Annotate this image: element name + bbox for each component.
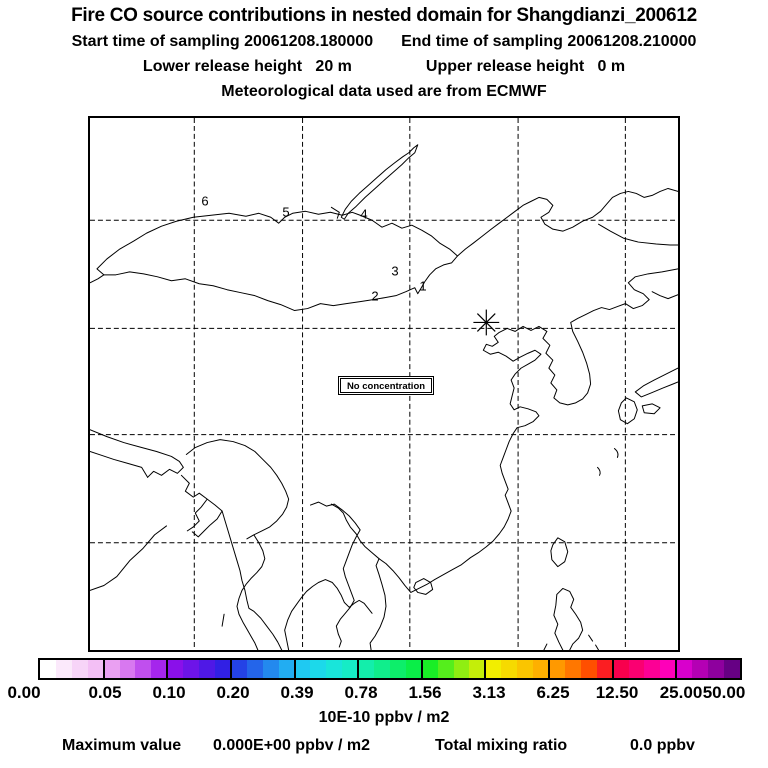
colorbar-tick-label: 0.10 — [152, 683, 186, 702]
colorbar-cell — [56, 660, 72, 678]
summary-line — [0, 737, 768, 759]
colorbar-separator — [230, 660, 232, 678]
colorbar-tick-label: 1.56 — [408, 683, 442, 702]
colorbar-cell — [40, 660, 56, 678]
max-value-label: Maximum value — [62, 737, 182, 754]
met-data-source-line — [0, 83, 768, 101]
colorbar-cell — [183, 660, 199, 678]
colorbar-units-label: 10E-10 ppbv / m2 — [318, 709, 450, 726]
colorbar-cell — [135, 660, 151, 678]
colorbar-tick-label: 50.00 — [702, 683, 746, 702]
colorbar-cell — [469, 660, 485, 678]
colorbar-cell — [342, 660, 358, 678]
colorbar-tick-label: 0.78 — [344, 683, 378, 702]
colorbar-cell — [613, 660, 629, 678]
colorbar-cell — [517, 660, 533, 678]
colorbar-cell — [660, 660, 676, 678]
colorbar-cell — [279, 660, 295, 678]
colorbar-cell — [644, 660, 660, 678]
colorbar-cell — [565, 660, 581, 678]
colorbar-cell — [533, 660, 549, 678]
trajectory-day-label: 2 — [371, 288, 379, 304]
colorbar-cell — [406, 660, 422, 678]
colorbar-tick-label: 3.13 — [472, 683, 506, 702]
colorbar-separator — [357, 660, 359, 678]
colorbar-cell — [708, 660, 724, 678]
total-mixing-ratio-label: Total mixing ratio — [435, 737, 568, 754]
colorbar-cell — [692, 660, 708, 678]
colorbar-cell — [167, 660, 183, 678]
colorbar-cell — [310, 660, 326, 678]
met-source-label: Meteorological data used are from ECMWF — [221, 83, 547, 100]
upper-release-height-label: Upper release height 0 m — [425, 58, 626, 75]
colorbar-cell — [263, 660, 279, 678]
colorbar-cell — [104, 660, 120, 678]
colorbar-cell — [454, 660, 470, 678]
colorbar-cell — [247, 660, 263, 678]
colorbar-cell — [151, 660, 167, 678]
lower-release-height-label: Lower release height 20 m — [142, 58, 352, 75]
colorbar-cell — [72, 660, 88, 678]
colorbar-cell — [422, 660, 438, 678]
colorbar-cell — [326, 660, 342, 678]
trajectory-day-label: 6 — [201, 193, 209, 209]
colorbar-separator — [103, 660, 105, 678]
trajectory-day-label: 1 — [419, 278, 427, 294]
colorbar-separator — [612, 660, 614, 678]
colorbar-cell — [485, 660, 501, 678]
colorbar-cell — [597, 660, 613, 678]
colorbar-cell — [120, 660, 136, 678]
trajectory-day-label: 5 — [282, 204, 290, 220]
colorbar-cell — [231, 660, 247, 678]
colorbar-cell — [724, 660, 740, 678]
trajectory-day-label: 3 — [391, 263, 399, 279]
colorbar — [38, 658, 742, 680]
colorbar-tick-label: 25.00 — [659, 683, 703, 702]
colorbar-cell — [390, 660, 406, 678]
colorbar-cell — [549, 660, 565, 678]
plot-title: Fire CO source contributions in nested domain for Shangdianzi_200612 — [71, 5, 697, 26]
colorbar-cell — [501, 660, 517, 678]
colorbar-separator — [166, 660, 168, 678]
colorbar-cell — [295, 660, 311, 678]
station-marker-asterisk — [473, 310, 499, 336]
colorbar-cell — [199, 660, 215, 678]
sampling-times-line — [0, 33, 768, 51]
colorbar-tick-label: 12.50 — [595, 683, 639, 702]
start-time-label: Start time of sampling 20061208.180000 — [71, 33, 374, 50]
trajectory-day-label: 4 — [360, 206, 368, 222]
total-mixing-ratio-value: 0.0 ppbv — [630, 737, 695, 754]
colorbar-separator — [675, 660, 677, 678]
colorbar-separator — [294, 660, 296, 678]
no-concentration-box: No concentration — [340, 378, 432, 393]
colorbar-cell — [374, 660, 390, 678]
end-time-label: End time of sampling 20061208.210000 — [401, 33, 697, 50]
colorbar-separator — [421, 660, 423, 678]
release-heights-line — [0, 58, 768, 76]
colorbar-tick-row — [0, 683, 768, 703]
colorbar-tick-label: 6.25 — [536, 683, 570, 702]
colorbar-tick-label: 0.20 — [216, 683, 250, 702]
colorbar-cell — [88, 660, 104, 678]
colorbar-cell — [215, 660, 231, 678]
colorbar-separator — [484, 660, 486, 678]
colorbar-cell — [438, 660, 454, 678]
map-area — [88, 116, 680, 652]
colorbar-cell — [358, 660, 374, 678]
colorbar-cell — [629, 660, 645, 678]
max-value: 0.000E+00 ppbv / m2 — [213, 737, 370, 754]
colorbar-tick-label: 0.05 — [88, 683, 122, 702]
colorbar-cell — [676, 660, 692, 678]
colorbar-tick-label: 0.00 — [7, 683, 41, 702]
colorbar-separator — [548, 660, 550, 678]
colorbar-tick-label: 0.39 — [280, 683, 314, 702]
colorbar-cell — [581, 660, 597, 678]
